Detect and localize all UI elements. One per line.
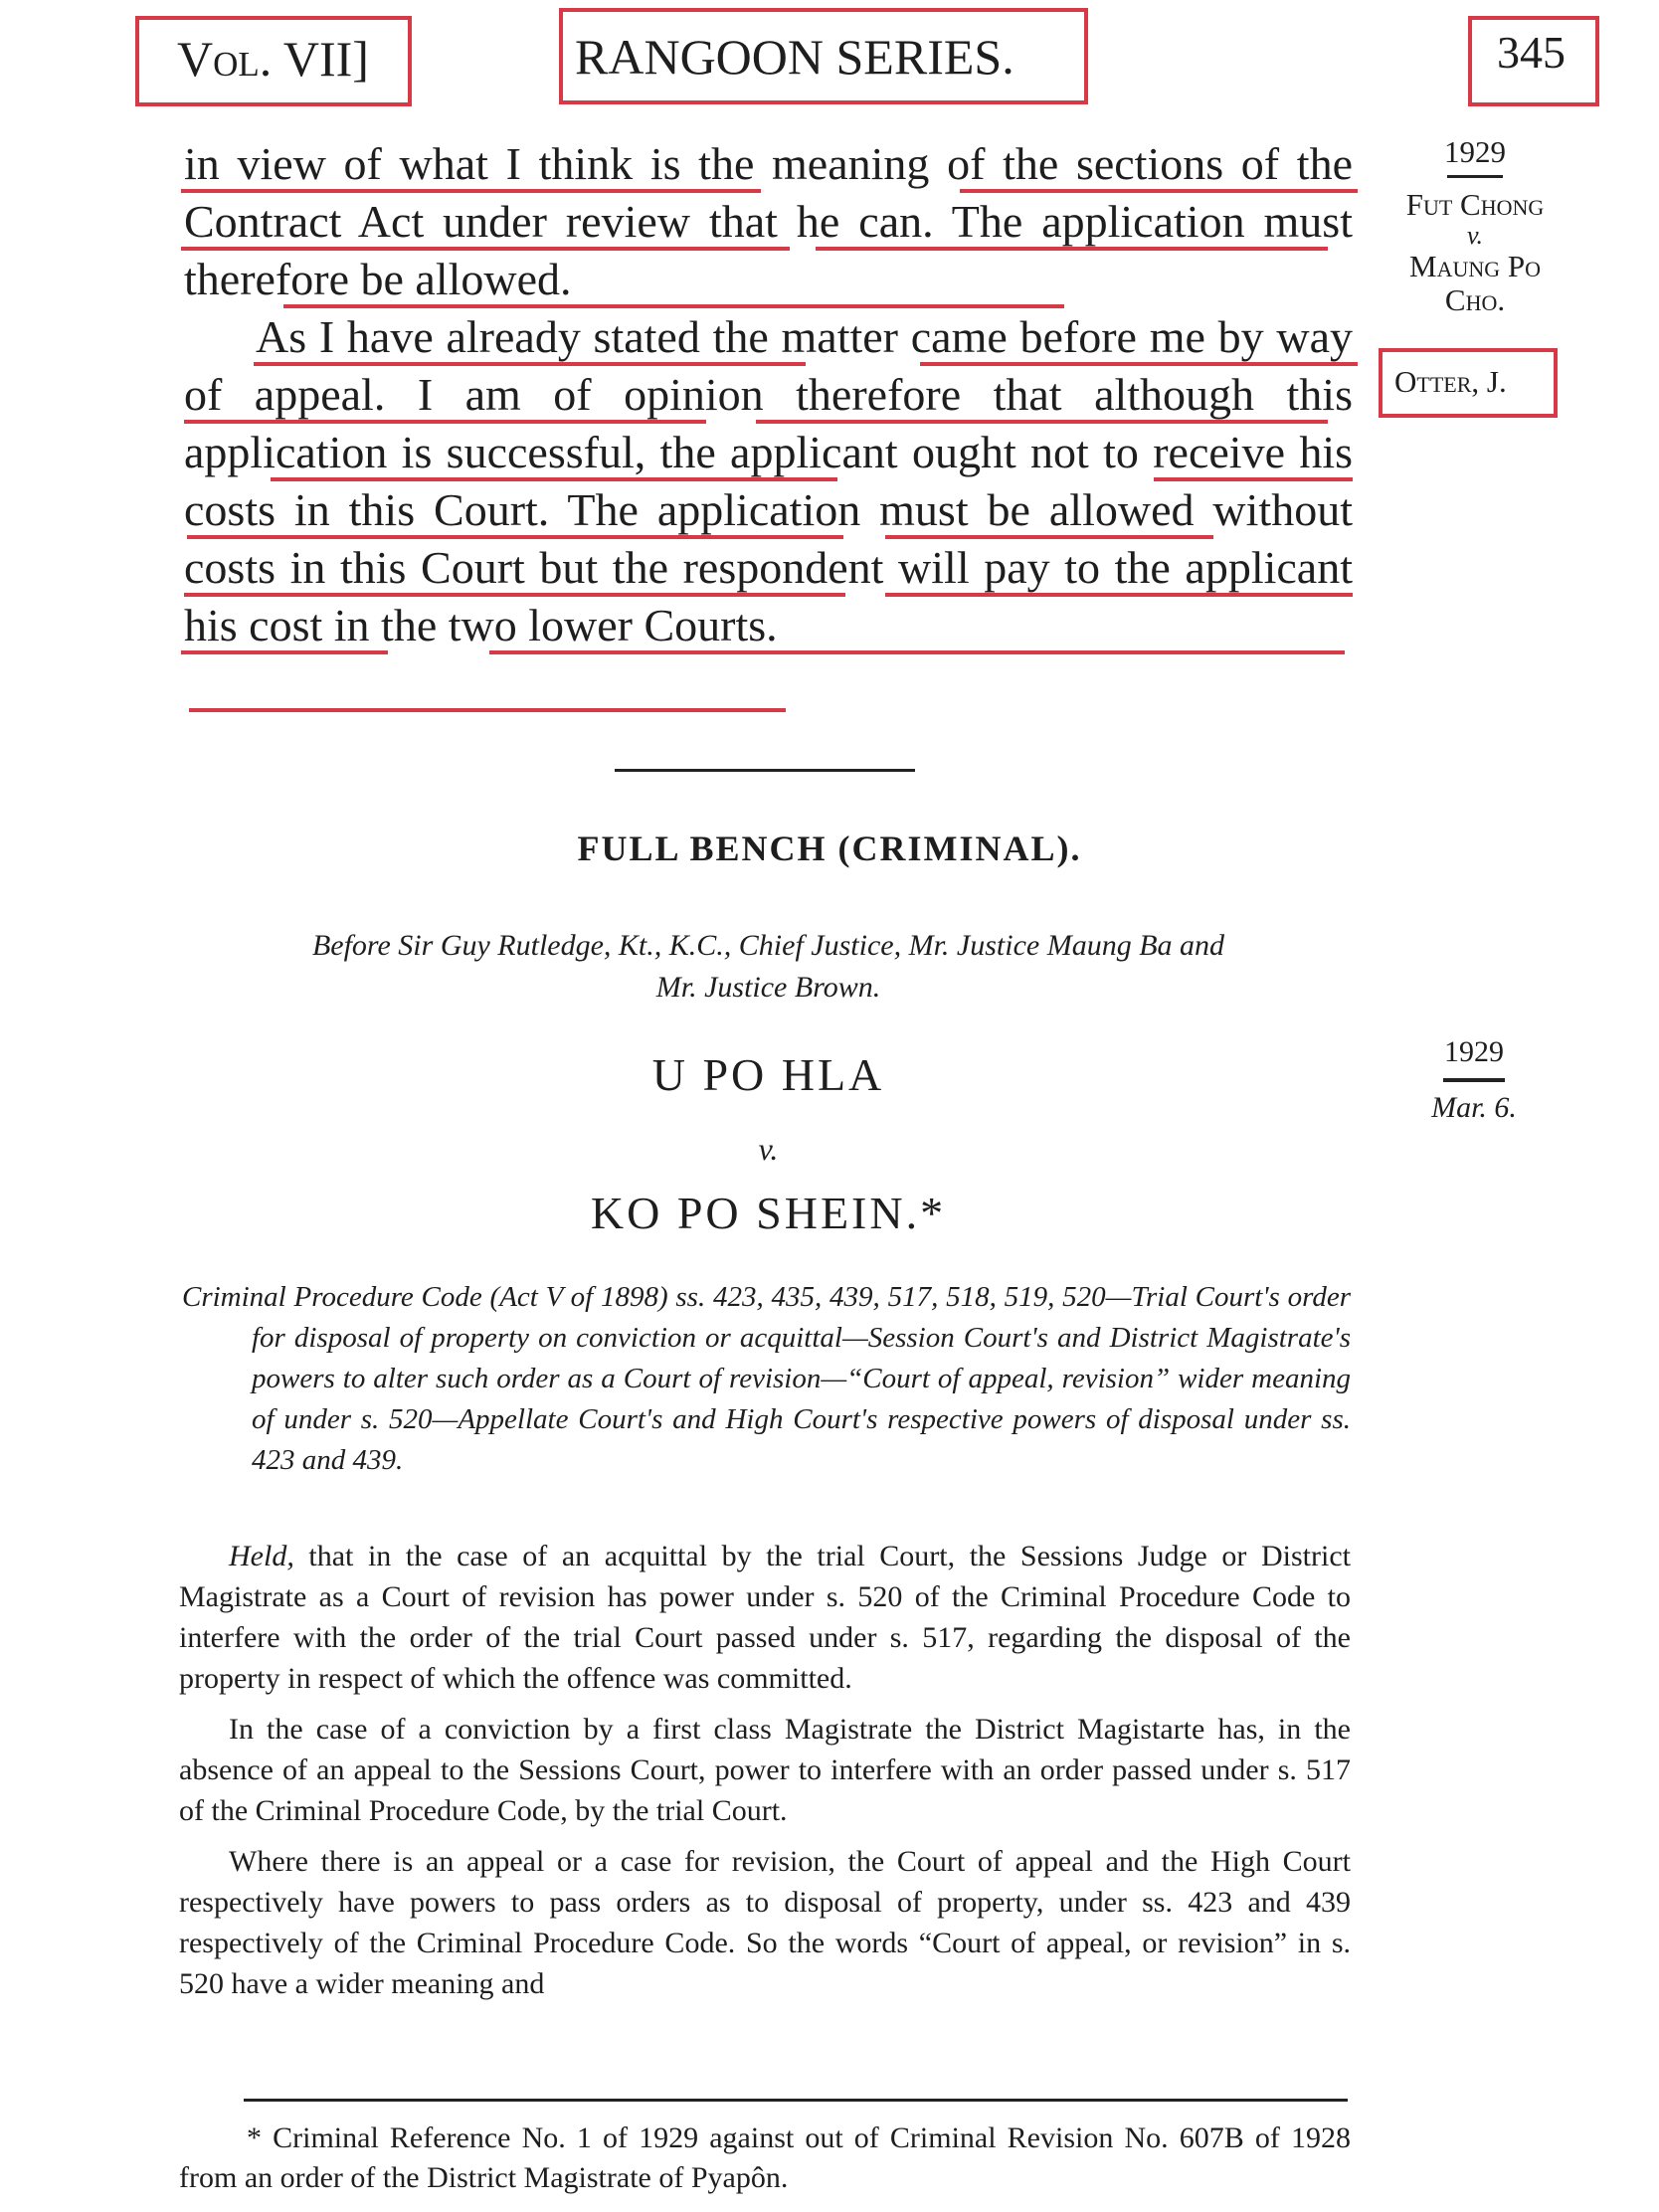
underline — [283, 304, 1064, 308]
underline — [920, 362, 1358, 366]
margin-party-2: Maung Po Cho. — [1409, 249, 1541, 317]
case-year-rule — [1443, 1078, 1505, 1082]
headnote — [182, 1277, 1351, 1481]
section-divider — [615, 769, 915, 772]
held-text: that in the case of an acquittal by the trial Court, the Sessions Judge or District Magistrate as a Court of revision has power under s. 520 of the Criminal Procedure Code to interfere with the order of the trial Court passed under s. 517, regarding the disposal of the property in respect of which the offence was committed. — [179, 1540, 1351, 1695]
running-head-series: RANGOON SERIES. — [575, 29, 1014, 85]
underline — [181, 650, 388, 654]
underline — [187, 535, 843, 539]
underline — [271, 477, 837, 481]
underline — [181, 247, 790, 251]
bench-line-1: Before Sir Guy Rutledge, Kt., K.C., Chief Justice, Mr. Justice Maung Ba and — [311, 929, 1225, 962]
case-year: 1929 — [1444, 1035, 1504, 1068]
section-title: FULL BENCH (CRIMINAL). — [577, 829, 1082, 868]
underline — [181, 189, 761, 193]
underline — [885, 593, 1353, 597]
margin-note-prior-case — [1371, 135, 1579, 317]
page-number: 345 — [1497, 27, 1566, 78]
underline — [189, 708, 786, 712]
upper-text — [184, 135, 1353, 654]
respondent-name: KO PO SHEIN.* — [590, 1188, 947, 1238]
headnote-text: Criminal Procedure Code (Act V of 1898) ss. 423, 435, 439, 517, 518, 519, 520—Trial Court's order for disposal of property on conviction or acquittal—Session Court's and District Magistrate's powers to alter such order as a Court of revision—“Court of appeal, revision” wider meaning of under s. 520—Appellate Court's and High Court's respective powers of disposal under ss. 423 and 439. — [182, 1281, 1351, 1476]
underline — [184, 593, 845, 597]
appellant-name: U PO HLA — [651, 1049, 885, 1100]
margin-note-case-date — [1384, 1034, 1564, 1126]
held-paragraph — [179, 1536, 1351, 1699]
bench-line — [184, 925, 1353, 1009]
body-paragraph-1: In the case of a conviction by a first class Magistrate the District Magistarte has, in the absence of an appeal to the Sessions Court, power to interfere with an order passed under s. 517 of the Criminal Procedure Code, by the trial Court. — [179, 1713, 1351, 1827]
margin-year-rule — [1447, 175, 1503, 178]
footnote-rule — [244, 2099, 1348, 2102]
upper-paragraph-2: As I have already stated the matter came before me by way of appeal. I am of opinion therefore that although this application is successful, the applicant ought not to receive his costs in this Court. The application must be allowed without costs in this Court but the respondent will pay to the applicant his cost in the two lower Courts. — [184, 311, 1353, 650]
margin-year: 1929 — [1444, 134, 1506, 169]
underline — [960, 189, 1358, 193]
running-head-volume: Vol. VII] — [177, 31, 369, 87]
body-paragraph-2: Where there is an appeal or a case for revision, the Court of appeal and the High Court respectively have powers to pass orders as to disposal of property, under ss. 423 and 439 respectively of the Criminal Procedure Code. So the words “Court of appeal, or revision” in s. 520 have a wider meaning and — [179, 1845, 1351, 2000]
underline — [885, 535, 1213, 539]
underline — [254, 362, 806, 366]
held-lead: Held, — [229, 1540, 294, 1572]
underline — [489, 650, 1345, 654]
case-body — [179, 1536, 1351, 2014]
footnote — [179, 2119, 1351, 2198]
underline — [756, 420, 1328, 424]
underline — [184, 420, 706, 424]
margin-judge: Otter, J. — [1394, 364, 1507, 399]
footnote-text: * Criminal Reference No. 1 of 1929 against out of Criminal Revision No. 607B of 1928 from an order of the District Magistrate of Pyapôn. — [179, 2121, 1351, 2194]
underline — [1154, 477, 1353, 481]
bench-line-2: Mr. Justice Brown. — [655, 971, 881, 1004]
underline — [816, 247, 1328, 251]
upper-paragraph-1: in view of what I think is the meaning of the sections of the Contract Act under review that he can. The application must therefore be allowed. — [184, 138, 1353, 304]
case-versus: v. — [758, 1131, 779, 1167]
margin-versus: v. — [1466, 221, 1484, 250]
margin-party-1: Fut Chong — [1405, 187, 1545, 222]
case-date: Mar. 6. — [1431, 1091, 1517, 1124]
